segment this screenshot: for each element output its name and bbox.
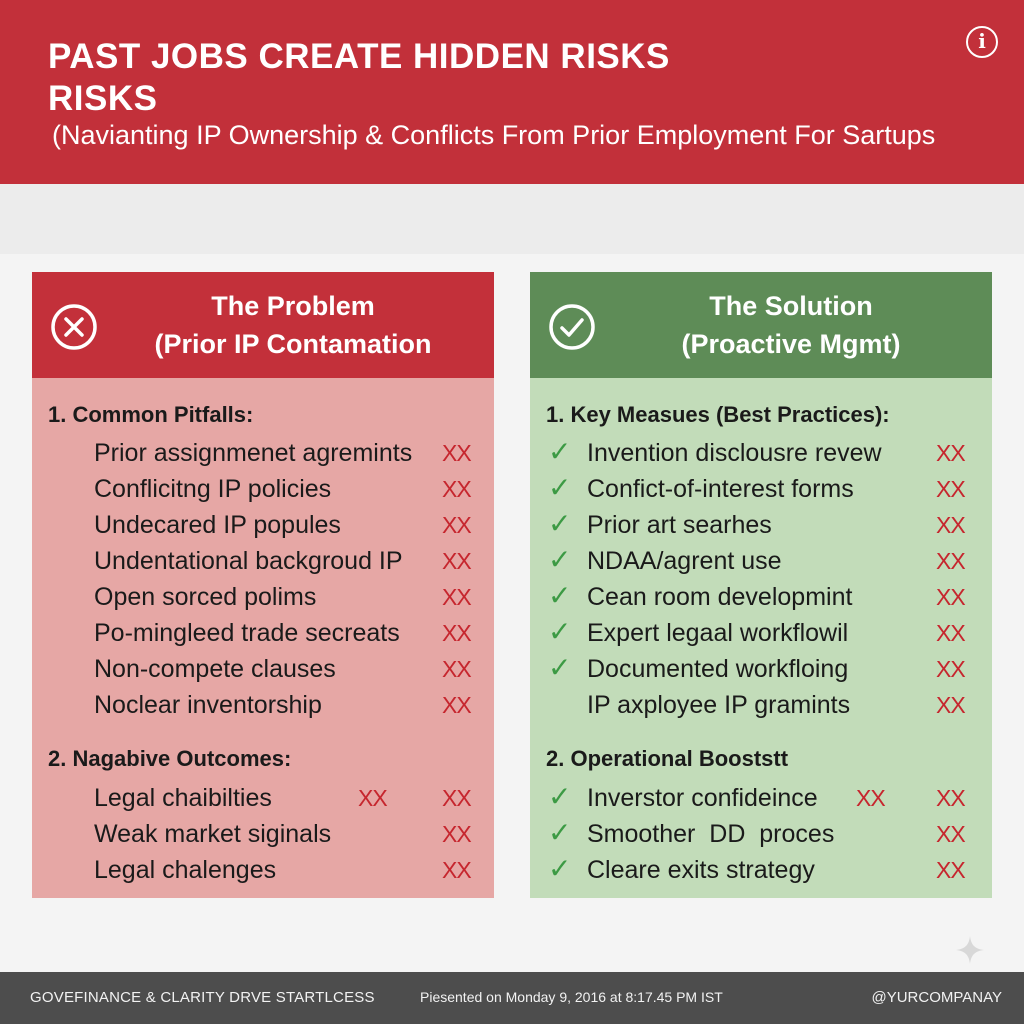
list-item: Cean room developmint [587,583,853,611]
list-item: Open sorced polims [94,583,317,611]
check-icon: ✓ [548,853,572,884]
xx-mark: XX [936,476,965,502]
xx-mark: XX [442,785,471,811]
xx-mark: XX [936,512,965,538]
xx-mark: XX [936,620,965,646]
list-item: Documented workfloing [587,655,849,683]
problem-title [102,287,484,363]
footer-handle[interactable]: @YURCOMPANAY [871,989,1002,1006]
problem-panel [32,272,494,898]
solution-section-1-title: 1. Key Measues (Best Practices): [546,402,890,427]
xx-mark: XX [442,857,471,883]
check-circle-icon [548,303,596,351]
list-item: Weak market siginals [94,820,332,848]
problem-title-line-1: The Problem [211,291,375,321]
page-title [48,36,670,120]
check-icon: ✓ [548,508,572,539]
solution-panel [530,272,992,898]
list-item: Non-compete clauses [94,655,336,683]
xx-mark-inline: XX [856,785,885,811]
footer-presented-date: Piesented on Monday 9, 2016 at 8:17.45 PM IST [420,989,723,1005]
solution-title [600,287,982,363]
footer-tagline: GOVEFINANCE & CLARITY DRVE STARTLCESS [30,989,375,1006]
list-item: Conflicitng IP policies [94,475,332,503]
xx-mark: XX [936,548,965,574]
xx-mark: XX [936,821,965,847]
list-item: Po-mingleed trade secreats [94,619,400,647]
problem-section-2-title: 2. Nagabive Outcomes: [48,746,292,771]
divider-band [0,184,1024,254]
xx-mark: XX [442,584,471,610]
check-icon: ✓ [548,472,572,503]
check-icon: ✓ [548,544,572,575]
xx-mark: XX [442,821,471,847]
problem-title-line-2: (Prior IP Contamation [154,329,432,359]
list-item: Prior art searhes [587,511,772,539]
solution-panel-header [530,272,992,378]
list-item: Inverstor confideince [587,784,818,812]
xx-mark: XX [442,440,471,466]
list-item: Smoother DD proces [587,820,835,848]
xx-mark: XX [442,548,471,574]
xx-mark: XX [442,476,471,502]
title-line-2: RISKS [48,79,158,118]
list-item: Noclear inventorship [94,691,322,719]
list-item: Expert legaal workflowil [587,619,849,647]
xx-mark: XX [442,656,471,682]
xx-mark: XX [442,620,471,646]
list-item: NDAA/agrent use [587,547,782,575]
check-icon: ✓ [548,781,572,812]
check-icon: ✓ [548,436,572,467]
xx-mark: XX [936,440,965,466]
list-item: IP axployee IP gramints [587,691,851,719]
list-item: Invention disclousre revew [587,439,882,467]
footer-bar [0,972,1024,1024]
list-item: Legal chalenges [94,856,277,884]
header-banner [0,0,1024,184]
check-icon: ✓ [548,616,572,647]
solution-section-2-title: 2. Operational Booststt [546,746,789,771]
xx-mark: XX [936,692,965,718]
check-icon: ✓ [548,817,572,848]
xx-mark: XX [936,584,965,610]
xx-mark: XX [936,656,965,682]
problem-panel-header [32,272,494,378]
list-item: Confict-of-interest forms [587,475,854,503]
list-item: Prior assignmenet agremints [94,439,413,467]
list-item: Undecared IP popules [94,511,341,539]
xx-mark: XX [442,692,471,718]
check-icon: ✓ [548,652,572,683]
problem-section-1-title: 1. Common Pitfalls: [48,402,254,427]
x-circle-icon [50,303,98,351]
info-icon[interactable]: i [966,26,998,58]
xx-mark-inline: XX [358,785,387,811]
page-subtitle: (Navianting IP Ownership & Conflicts From Prior Employment For Sartups [52,120,936,150]
xx-mark: XX [442,512,471,538]
list-item: Legal chaibilties [94,784,272,812]
xx-mark: XX [936,857,965,883]
solution-title-line-1: The Solution [709,291,873,321]
title-line-1: PAST JOBS CREATE HIDDEN RISKS [48,37,670,76]
list-item: Undentational backgroud IP [94,547,403,575]
solution-title-line-2: (Proactive Mgmt) [681,329,901,359]
sparkle-icon [956,936,984,964]
list-item: Cleare exits strategy [587,856,815,884]
check-icon: ✓ [548,580,572,611]
xx-mark: XX [936,785,965,811]
